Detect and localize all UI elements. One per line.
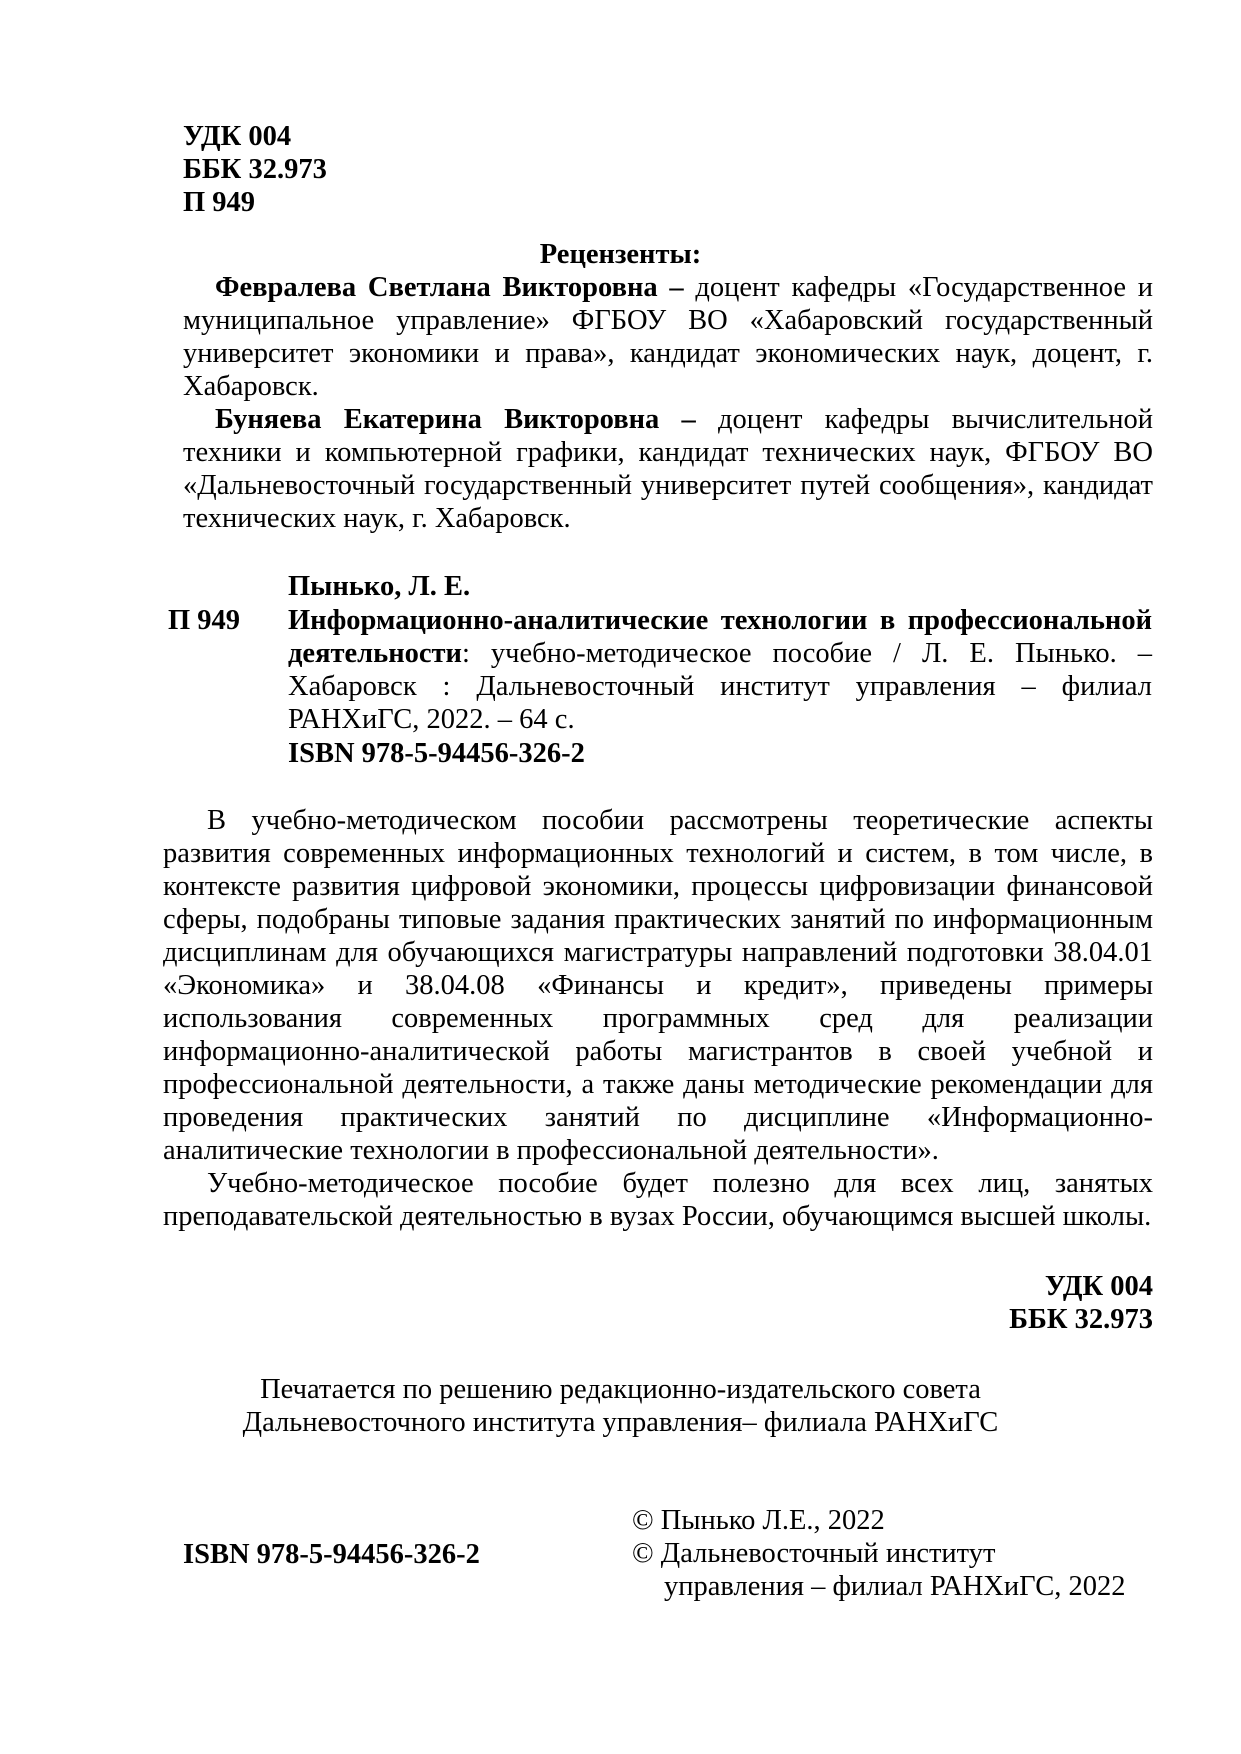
reviewer-entry [183,271,1153,403]
reviewer-description: доцент кафедры «Государственное и муниципальное управление» ФГБОУ ВО «Хабаровский государственный университет экономики и права», кандидат экономических наук, доцент, г. Хабаровск. [183,272,1154,402]
reviewer-name: Февралева Светлана Викторовна – [215,272,684,303]
classification-codes-right [1009,1270,1153,1336]
reviewer-name: Буняева Екатерина Викторовна – [215,404,696,435]
card-author: Пынько, Л. Е. [288,571,471,602]
abstract [163,804,1153,1233]
bbk-code: ББК 32.973 [183,154,327,185]
imprint-line: Печатается по решению редакционно-издательского совета [260,1374,981,1405]
reviewer-entry [183,403,1153,535]
abstract-paragraph: Учебно-методическое пособие будет полезно для всех лиц, занятых преподавательской деятельностью в вузах России, обучающимся высшей школы. [163,1168,1153,1232]
footer-isbn: ISBN 978-5-94456-326-2 [183,1539,480,1570]
author-sign-code: П 949 [183,187,256,218]
reviewers-title: Рецензенты: [539,239,702,270]
copyright-author: © Пынько Л.Е., 2022 [632,1505,885,1536]
copyright-block [632,1504,1125,1603]
imprint-note [0,1373,1241,1439]
copyright-institute: © Дальневосточный институт [632,1538,996,1569]
card-description [288,604,1152,736]
card-isbn: ISBN 978-5-94456-326-2 [288,738,585,769]
imprint-line: Дальневосточного института управления– филиала РАНХиГС [242,1407,999,1438]
reviewer-description: доцент кафедры вычислительной техники и компьютерной графики, кандидат технических наук, ФГБОУ ВО «Дальневосточный государственный университет путей сообщения», кандидат технических наук, г. Хабаровск. [183,404,1153,534]
abstract-paragraph: В учебно-методическом пособии рассмотрены теоретические аспекты развития современных информационных технологий и систем, в том числе, в контексте развития цифровой экономики, процессы цифровизации финансовой сферы, подобраны типовые задания практических занятий по информационным дисциплинам для обучающихся магистратуры направлений подготовки 38.04.01 «Экономика» и 38.04.08 «Финансы и кредит», приведены примеры использования современных программных сред для реализации информационно-аналитической работы магистрантов в своей учебной и профессиональной деятельности, а также даны методические рекомендации для проведения практических занятий по дисциплине «Информационно-аналитические технологии в профессиональной деятельности». [163,805,1153,1166]
card-publication-info: : учебно-методическое пособие / Л. Е. Пынько. – Хабаровск : Дальневосточный институт управления – филиал РАНХиГС, 2022. – 64 с. [288,638,1152,735]
bbk-code: ББК 32.973 [1009,1304,1153,1335]
card-code: П 949 [168,605,241,636]
classification-codes [183,120,327,219]
card-title: Информационно-аналитические технологии в профессиональной деятельности [288,605,1152,669]
copyright-institute-continued: управления – филиал РАНХиГС, 2022 [664,1571,1126,1602]
udk-code: УДК 004 [1044,1271,1153,1302]
udk-code: УДК 004 [183,121,292,152]
